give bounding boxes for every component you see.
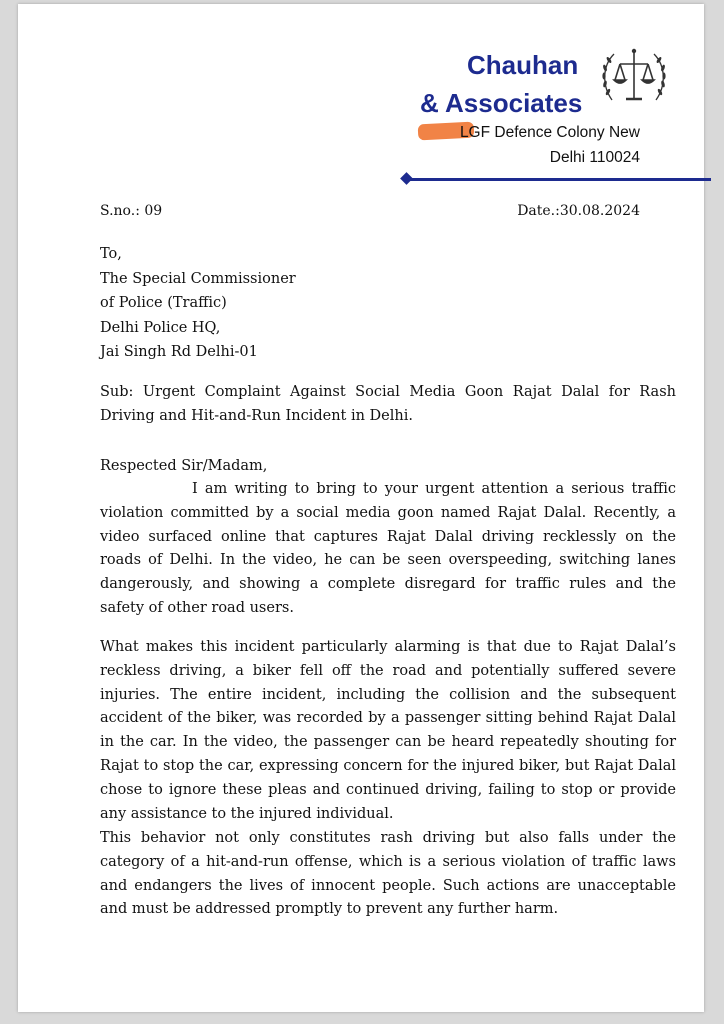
- firm-name-line1: Chauhan: [467, 50, 579, 80]
- body-paragraph: I am writing to bring to your urgent attention a serious traffic violation committed by a social media goon named Rajat Dalal. Recently, a video surfaced online that captures Rajat Dalal driving recklessly on the roads of Delhi. In the video, he can be seen overspeeding, switching lanes dangerously, and showing a complete disregard for traffic rules and the safety of other road users.: [100, 481, 676, 616]
- body-paragraph: This behavior not only constitutes rash driving but also falls under the category of a hit-and-run offense, which is a serious violation of traffic laws and endangers the lives of innocent people. Such actions are unacceptable and must be addressed promptly to prevent any further harm.: [100, 830, 676, 918]
- serial-number: S.no.: 09: [100, 203, 163, 219]
- recipient-block: [100, 242, 296, 365]
- firm-address: [460, 120, 640, 170]
- recipient-line: Delhi Police HQ,: [100, 319, 221, 336]
- recipient-line: The Special Commissioner: [100, 270, 296, 287]
- letter-date: Date.:30.08.2024: [517, 203, 640, 219]
- subject-line: Sub: Urgent Complaint Against Social Media Goon Rajat Dalal for Rash Driving and Hit-and-Run Incident in Delhi.: [100, 384, 676, 424]
- scales-of-justice-wreath-icon: [598, 42, 670, 114]
- header-divider: [406, 178, 711, 181]
- firm-name: [420, 46, 582, 122]
- address-line1: LGF Defence Colony New: [459, 124, 640, 141]
- firm-name-line2: & Associates: [420, 88, 583, 118]
- recipient-line: of Police (Traffic): [100, 295, 227, 311]
- body-paragraph: What makes this incident particularly alarming is that due to Rajat Dalal’s reckless driving, a biker fell off the road and potentially suffered severe injuries. The entire incident, including the collision and the subsequent accident of the biker, was recorded by a passenger sitting behind Rajat Dalal in the car. In the video, the passenger can be heard repeatedly shouting for Rajat to stop the car, expressing concern for the injured biker, but Rajat Dalal chose to ignore these pleas and continued driving, failing to stop or provide any assistance to the injured individual.: [100, 639, 676, 822]
- salutation: Respected Sir/Madam,: [100, 458, 268, 474]
- recipient-line: Jai Singh Rd Delhi-01: [100, 344, 258, 360]
- recipient-line: To,: [100, 246, 122, 262]
- letter-page: [18, 4, 704, 1012]
- address-line2: Delhi 110024: [549, 149, 640, 166]
